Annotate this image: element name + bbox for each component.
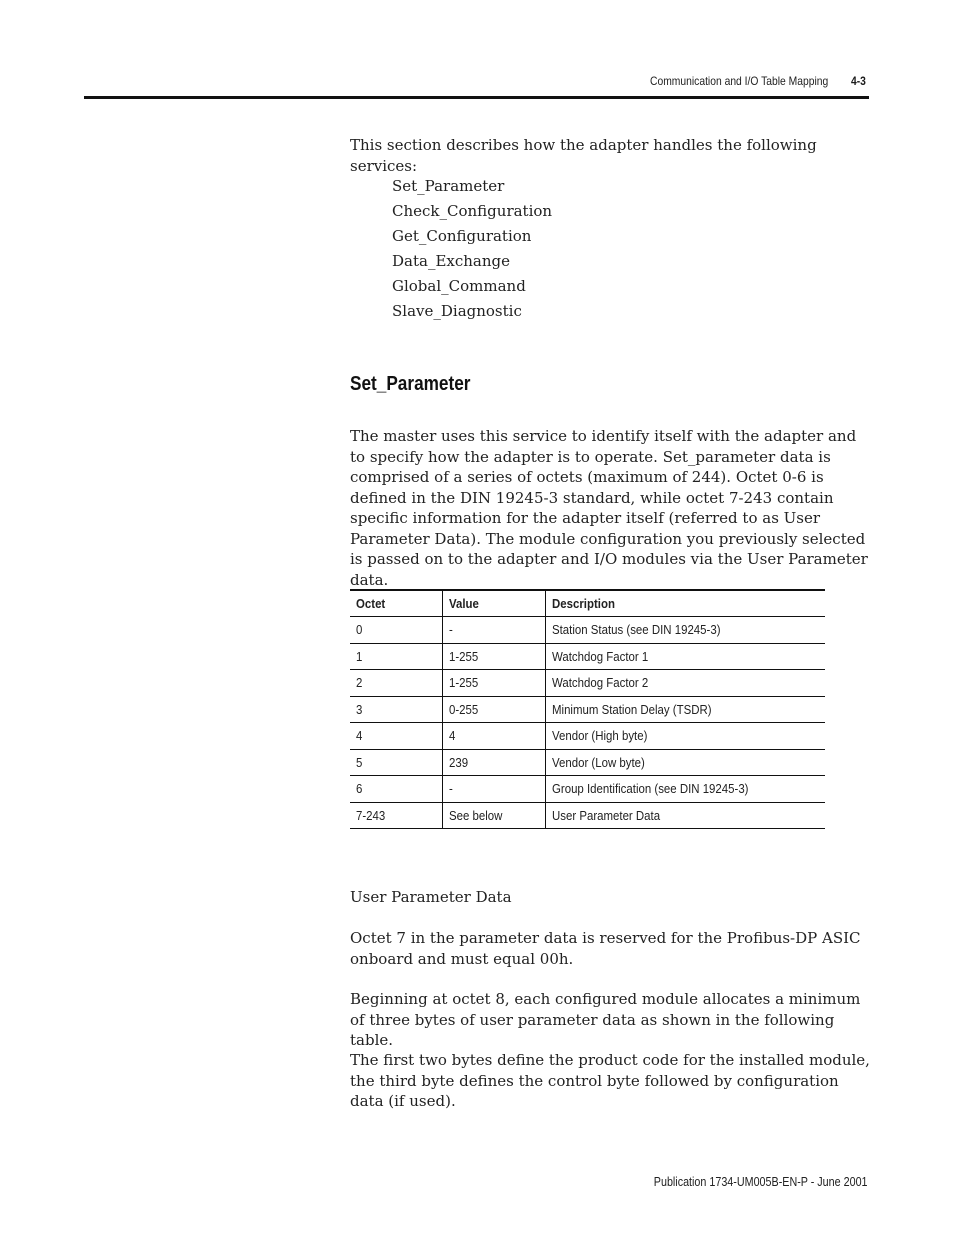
table-cell: 0 <box>350 617 442 644</box>
list-item: Set_Parameter <box>392 177 505 195</box>
table-cell: Minimum Station Delay (TSDR) <box>545 696 825 723</box>
table-cell: 1 <box>350 643 442 670</box>
table-cell: - <box>442 617 545 644</box>
section-body: The master uses this service to identify itself with the adapter and to specify how the adapter is to operate. Set_parameter data is comprised of a series of octets (maximum of 244). Octet 0-6 is defined in the DIN 19245-3 standard, while octet 7-243 contain specific information for the adapter itself (referred to as User Parameter Data). The module configuration you previously selected is passed on to the adapter and I/O modules via the User Parameter data. <box>350 427 868 589</box>
table-row <box>350 696 825 723</box>
column-header: Description <box>545 590 825 617</box>
user-param-paragraph-3: The first two bytes define the product code for the installed module, the third byte defines the control byte followed by configuration data (if used). <box>350 1051 870 1110</box>
header-rule <box>84 96 869 99</box>
header-title: Communication and I/O Table Mapping <box>649 74 828 88</box>
table-row <box>350 670 825 697</box>
octet-table <box>350 589 825 829</box>
table-cell: 3 <box>350 696 442 723</box>
list-item: Get_Configuration <box>392 227 532 245</box>
user-param-paragraph-1: Octet 7 in the parameter data is reserved for the Profibus-DP ASIC onboard and must equal 00h. <box>350 929 861 968</box>
section-heading: Set_Parameter <box>350 373 471 395</box>
list-item: Global_Command <box>392 277 526 295</box>
table-cell: Station Status (see DIN 19245-3) <box>545 617 825 644</box>
table-header-row <box>350 590 825 617</box>
list-item: Data_Exchange <box>392 252 510 270</box>
table-cell: See below <box>442 802 545 829</box>
table-cell: 4 <box>350 723 442 750</box>
table-cell: 4 <box>442 723 545 750</box>
table-row <box>350 723 825 750</box>
table-cell: 6 <box>350 776 442 803</box>
column-header: Octet <box>350 590 442 617</box>
table-row <box>350 802 825 829</box>
table-cell: 1-255 <box>442 643 545 670</box>
table-cell: 5 <box>350 749 442 776</box>
page-footer: Publication 1734-UM005B-EN-P - June 2001 <box>654 1175 868 1189</box>
services-list <box>392 174 552 324</box>
table-cell: 239 <box>442 749 545 776</box>
table-cell: Vendor (Low byte) <box>545 749 825 776</box>
table-cell: 1-255 <box>442 670 545 697</box>
user-param-paragraph-2: Beginning at octet 8, each configured module allocates a minimum of three bytes of user parameter data as shown in the following table. <box>350 990 861 1049</box>
table-row <box>350 617 825 644</box>
table-row <box>350 643 825 670</box>
table-cell: 2 <box>350 670 442 697</box>
table-cell: 0-255 <box>442 696 545 723</box>
subsection-heading: User Parameter Data <box>350 888 512 906</box>
column-header: Value <box>442 590 545 617</box>
table-cell: User Parameter Data <box>545 802 825 829</box>
intro-paragraph: This section describes how the adapter handles the following services: <box>350 136 817 175</box>
table-cell: - <box>442 776 545 803</box>
table-cell: 7-243 <box>350 802 442 829</box>
table-cell: Vendor (High byte) <box>545 723 825 750</box>
list-item: Check_Configuration <box>392 202 553 220</box>
list-item: Slave_Diagnostic <box>392 302 522 320</box>
page-number: 4-3 <box>851 74 866 88</box>
table-row <box>350 749 825 776</box>
table-cell: Watchdog Factor 2 <box>545 670 825 697</box>
table-row <box>350 776 825 803</box>
table-cell: Group Identification (see DIN 19245-3) <box>545 776 825 803</box>
table-cell: Watchdog Factor 1 <box>545 643 825 670</box>
